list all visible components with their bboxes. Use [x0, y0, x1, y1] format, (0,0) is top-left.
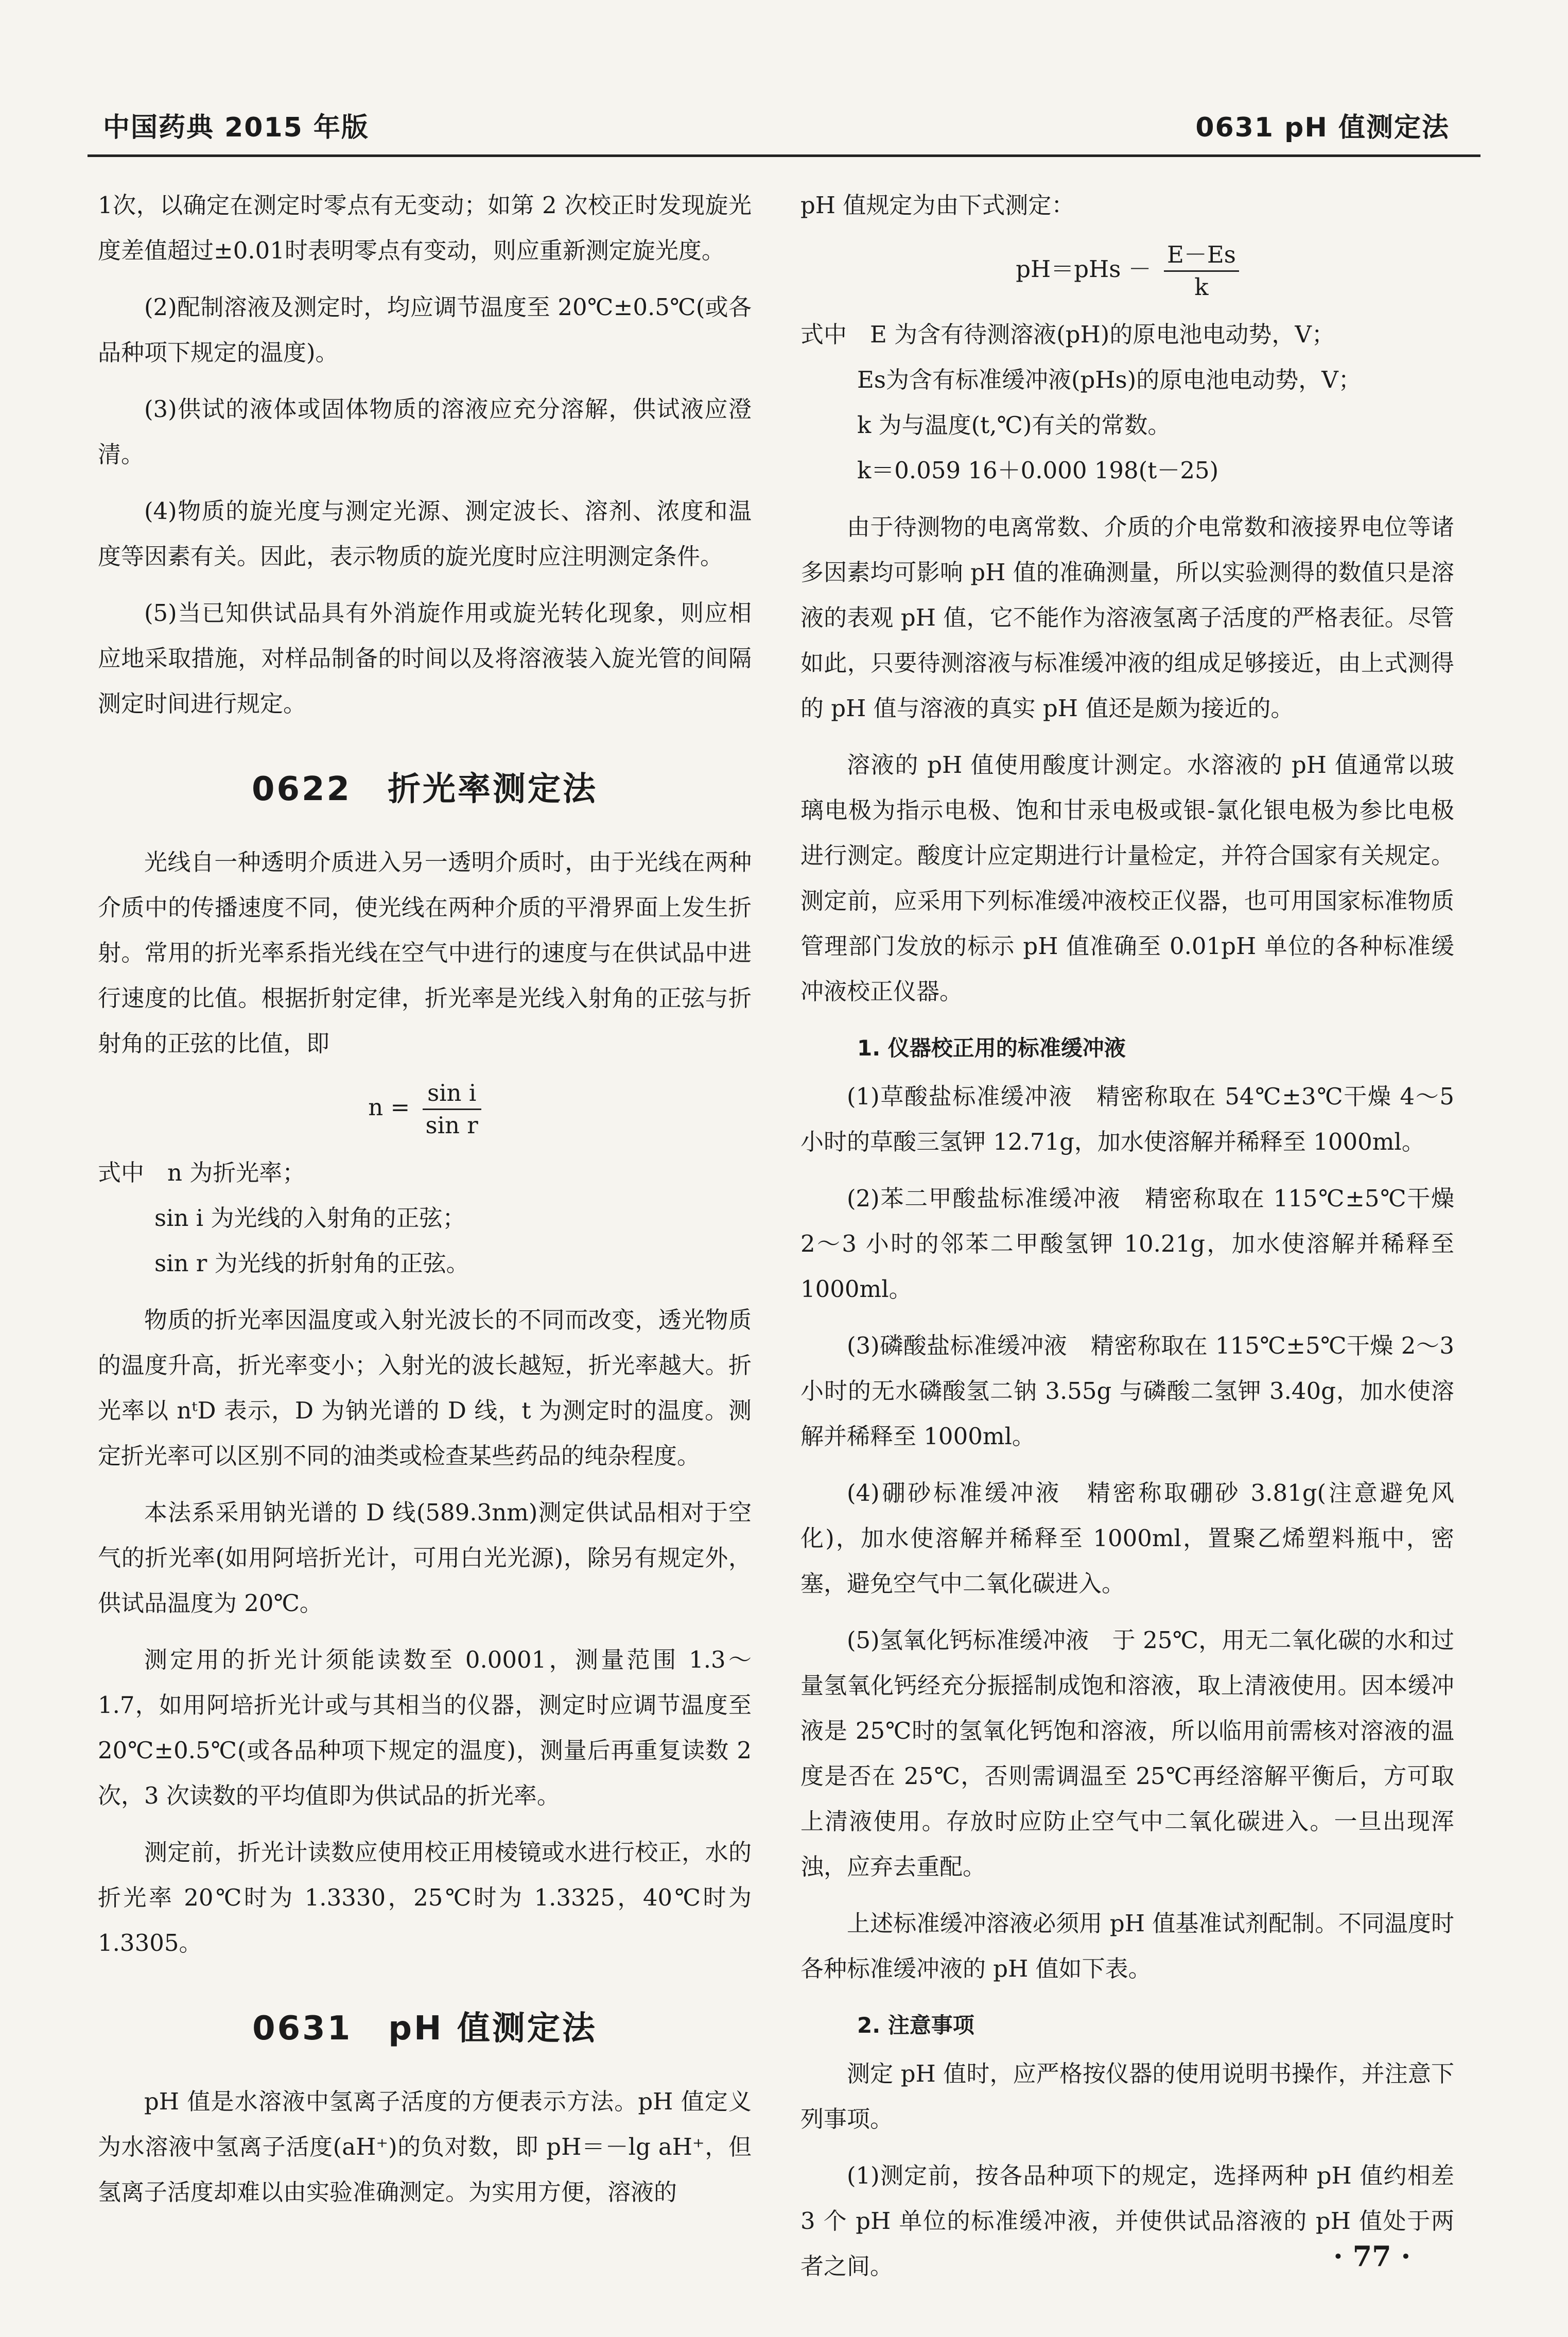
section-number: 0631: [252, 2010, 353, 2048]
paragraph: (2)苯二甲酸盐标准缓冲液 精密称取在 115℃±5℃干燥 2～3 小时的邻苯二甲酸氢钾 10.21g，加水使溶解并稀释至 1000ml。: [800, 1185, 1454, 1303]
paragraph: (5)当已知供试品具有外消旋作用或旋光转化现象，则应相应地采取措施，对样品制备的时间以及将溶液装入旋光管的间隔测定时间进行规定。: [98, 599, 752, 717]
definition-line: 式中 n 为折光率；: [98, 1159, 306, 1186]
formula-lhs: n =: [368, 1094, 410, 1121]
section-heading: pH 值测定法: [388, 2010, 597, 2048]
definition-line: k 为与温度(t,℃)有关的常数。: [857, 411, 1171, 439]
paragraph: (2)配制溶液及测定时，均应调节温度至 20℃±0.5℃(或各品种项下规定的温度)。: [98, 293, 752, 366]
definition-line: sin r 为光线的折射角的正弦。: [154, 1250, 469, 1277]
paragraph: pH 值规定为由下式测定：: [800, 192, 1075, 219]
paragraph: 溶液的 pH 值使用酸度计测定。水溶液的 pH 值通常以玻璃电极为指示电极、饱和甘汞电极或银-氯化银电极为参比电极进行测定。酸度计应定期进行计量检定，并符合国家有关规定。测定前，应采用下列标准缓冲液校正仪器，也可用国家标准物质管理部门发放的标示 pH 值准确至 0.01pH 单位的各种标准缓冲液校正仪器。: [800, 751, 1454, 1005]
paragraph: (3)供试的液体或固体物质的溶液应充分溶解，供试液应澄清。: [98, 395, 752, 468]
running-header-book: 中国药典 2015 年版: [103, 112, 369, 143]
formula-numerator: E－Es: [1164, 239, 1239, 272]
section-title-0622: [98, 763, 752, 810]
paragraph: (3)磷酸盐标准缓冲液 精密称取在 115℃±5℃干燥 2～3小时的无水磷酸氢二钠 3.55g 与磷酸二氢钾 3.40g，加水使溶解并稀释至 1000ml。: [800, 1332, 1454, 1450]
paragraph: 测定前，折光计读数应使用校正用棱镜或水进行校正，水的折光率 20℃时为 1.3330，25℃时为 1.3325，40℃时为 1.3305。: [98, 1839, 752, 1957]
subheading: 1. 仪器校正用的标准缓冲液: [857, 1035, 1126, 1061]
page-number: · 77 ·: [1333, 2240, 1411, 2273]
paragraph: 测定 pH 值时，应严格按仪器的使用说明书操作，并注意下列事项。: [800, 2060, 1454, 2133]
paragraph: (4)硼砂标准缓冲液 精密称取硼砂 3.81g(注意避免风化)，加水使溶解并稀释至 1000ml，置聚乙烯塑料瓶中，密塞，避免空气中二氧化碳进入。: [800, 1479, 1454, 1597]
paragraph: pH 值是水溶液中氢离子活度的方便表示方法。pH 值定义为水溶液中氢离子活度(aH⁺)的负对数，即 pH＝－lg aH⁺，但氢离子活度却难以由实验准确测定。为实用方便，溶液的: [98, 2088, 752, 2206]
paragraph: 测定用的折光计须能读数至 0.0001，测量范围 1.3～1.7，如用阿培折光计或与其相当的仪器，测定时应调节温度至 20℃±0.5℃(或各品种项下规定的温度)，测量后再重复读数 2 次，3 次读数的平均值即为供试品的折光率。: [98, 1646, 752, 1809]
paragraph: (4)物质的旋光度与测定光源、测定波长、溶剂、浓度和温度等因素有关。因此，表示物质的旋光度时应注明测定条件。: [98, 497, 752, 570]
paragraph: (1)草酸盐标准缓冲液 精密称取在 54℃±3℃干燥 4～5小时的草酸三氢钾 12.71g，加水使溶解并稀释至 1000ml。: [800, 1083, 1454, 1155]
formula-lhs: pH＝pHs －: [1016, 255, 1152, 283]
running-header-section: 0631 pH 值测定法: [1195, 112, 1450, 143]
formula-denominator: sin r: [425, 1112, 478, 1139]
definition-line: k＝0.059 16＋0.000 198(t－25): [857, 457, 1219, 484]
paragraph: (1)测定前，按各品种项下的规定，选择两种 pH 值约相差 3 个 pH 单位的标准缓冲液，并使供试品溶液的 pH 值处于两者之间。: [800, 2162, 1454, 2280]
ph-formula: [800, 239, 1454, 303]
header-divider: [88, 154, 1480, 157]
section-number: 0622: [251, 770, 352, 808]
subheading: 2. 注意事项: [857, 2013, 974, 2038]
right-column: [800, 183, 1454, 2300]
paragraph: 由于待测物的电离常数、介质的介电常数和液接界电位等诸多因素均可影响 pH 值的准确测量，所以实验测得的数值只是溶液的表观 pH 值，它不能作为溶液氢离子活度的严格表征。尽管如此，只要待测溶液与标准缓冲液的组成足够接近，由上式测得的 pH 值与溶液的真实 pH 值还是颇为接近的。: [800, 513, 1454, 722]
paragraph: 上述标准缓冲溶液必须用 pH 值基准试剂配制。不同温度时各种标准缓冲液的 pH 值如下表。: [800, 1910, 1454, 1982]
paragraph: 本法系采用钠光谱的 D 线(589.3nm)测定供试品相对于空气的折光率(如用阿培折光计，可用白光光源)，除另有规定外，供试品温度为 20℃。: [98, 1499, 752, 1617]
paragraph: 1次，以确定在测定时零点有无变动；如第 2 次校正时发现旋光度差值超过±0.01时表明零点有变动，则应重新测定旋光度。: [98, 192, 752, 264]
refraction-formula: [98, 1078, 752, 1141]
definition-line: 式中 E 为含有待测溶液(pH)的原电池电动势，V；: [800, 321, 1335, 348]
formula-fraction: [423, 1078, 481, 1141]
paragraph: (5)氢氧化钙标准缓冲液 于 25℃，用无二氧化碳的水和过量氢氧化钙经充分振摇制成饱和溶液，取上清液使用。因本缓冲液是 25℃时的氢氧化钙饱和溶液，所以临用前需核对溶液的温度是否在 25℃，否则需调温至 25℃再经溶解平衡后，方可取上清液使用。存放时应防止空气中二氧化碳进入。一旦出现浑浊，应弃去重配。: [800, 1626, 1454, 1880]
formula-numerator: sin i: [423, 1078, 481, 1110]
section-heading: 折光率测定法: [388, 770, 598, 808]
paragraph: 物质的折光率因温度或入射光波长的不同而改变，透光物质的温度升高，折光率变小；入射光的波长越短，折光率越大。折光率以 nᵗD 表示，D 为钠光谱的 D 线，t 为测定时的温度。测定折光率可以区别不同的油类或检查某些药品的纯杂程度。: [98, 1306, 752, 1469]
left-column: [98, 183, 752, 2226]
formula-fraction: [1164, 239, 1239, 303]
paragraph: 光线自一种透明介质进入另一透明介质时，由于光线在两种介质中的传播速度不同，使光线在两种介质的平滑界面上发生折射。常用的折光率系指光线在空气中进行的速度与在供试品中进行速度的比值。根据折射定律，折光率是光线入射角的正弦与折射角的正弦的比值，即: [98, 849, 752, 1057]
section-title-0631: [98, 2002, 752, 2049]
definition-line: sin i 为光线的入射角的正弦；: [154, 1204, 466, 1232]
definition-line: Es为含有标准缓冲液(pHs)的原电池电动势，V；: [857, 366, 1362, 393]
formula-denominator: k: [1194, 273, 1209, 301]
